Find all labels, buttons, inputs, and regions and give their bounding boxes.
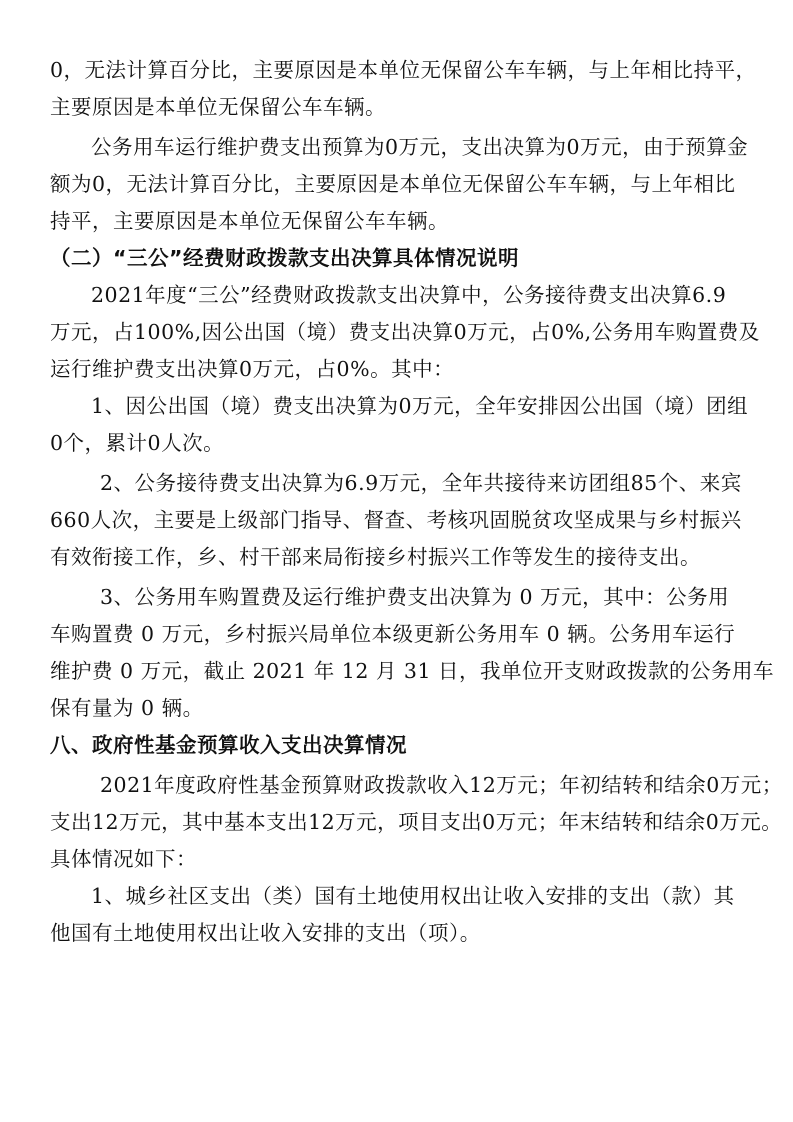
paragraph-line: 2021年度“三公”经费财政拨款支出决算中，公务接待费支出决算6.9 (91, 283, 727, 307)
paragraph-line: 3、公务用车购置费及运行维护费支出决算为 0 万元，其中：公务用 (100, 585, 730, 609)
paragraph-line: 1、因公出国（境）费支出决算为0万元，全年安排因公出国（境）团组 (91, 394, 749, 418)
paragraph-line: 他国有土地使用权出让收入安排的支出（项）。 (50, 921, 481, 945)
paragraph-line: 车购置费 0 万元，乡村振兴局单位本级更新公务用车 0 辆。公务用车运行 (50, 622, 736, 646)
paragraph-line: 有效衔接工作，乡、村干部来局衔接乡村振兴工作等发生的接待支出。 (50, 545, 701, 569)
paragraph-line: 额为0，无法计算百分比，主要原因是本单位无保留公车车辆，与上年相比 (50, 172, 736, 196)
paragraph-line: 维护费 0 万元，截止 2021 年 12 月 31 日，我单位开支财政拨款的公务用车 (50, 659, 775, 683)
paragraph-line: 保有量为 0 辆。 (50, 696, 204, 720)
section-heading: （二）“三公”经费财政拨款支出决算具体情况说明 (50, 246, 519, 270)
document-page (50, 52, 783, 952)
paragraph-line: 公务用车运行维护费支出预算为0万元，支出决算为0万元，由于预算金 (91, 135, 749, 159)
paragraph-line: 2、公务接待费支出决算为6.9万元，全年共接待来访团组85个、来宾 (100, 471, 742, 495)
section-heading: 八、政府性基金预算收入支出决算情况 (50, 733, 407, 757)
paragraph-line: 具体情况如下： (50, 847, 197, 871)
paragraph-line: 1、城乡社区支出（类）国有土地使用权出让收入安排的支出（款）其 (91, 884, 735, 908)
paragraph-line: 660人次，主要是上级部门指导、督查、考核巩固脱贫攻坚成果与乡村振兴 (50, 508, 742, 532)
paragraph-line: 运行维护费支出决算0万元，占0%。其中： (50, 357, 455, 381)
paragraph-line: 支出12万元，其中基本支出12万元，项目支出0万元；年末结转和结余0万元。 (50, 810, 783, 834)
paragraph-line: 0，无法计算百分比，主要原因是本单位无保留公车车辆，与上年相比持平， (50, 58, 757, 82)
paragraph-line: 万元，占100%,因公出国（境）费支出决算0万元，占0%,公务用车购置费及 (50, 320, 760, 344)
paragraph-line: 0个，累计0人次。 (50, 431, 225, 455)
paragraph-line: 持平，主要原因是本单位无保留公车车辆。 (50, 209, 449, 233)
paragraph-line: 2021年度政府性基金预算财政拨款收入12万元；年初结转和结余0万元； (100, 773, 783, 797)
paragraph-line: 主要原因是本单位无保留公车车辆。 (50, 95, 386, 119)
